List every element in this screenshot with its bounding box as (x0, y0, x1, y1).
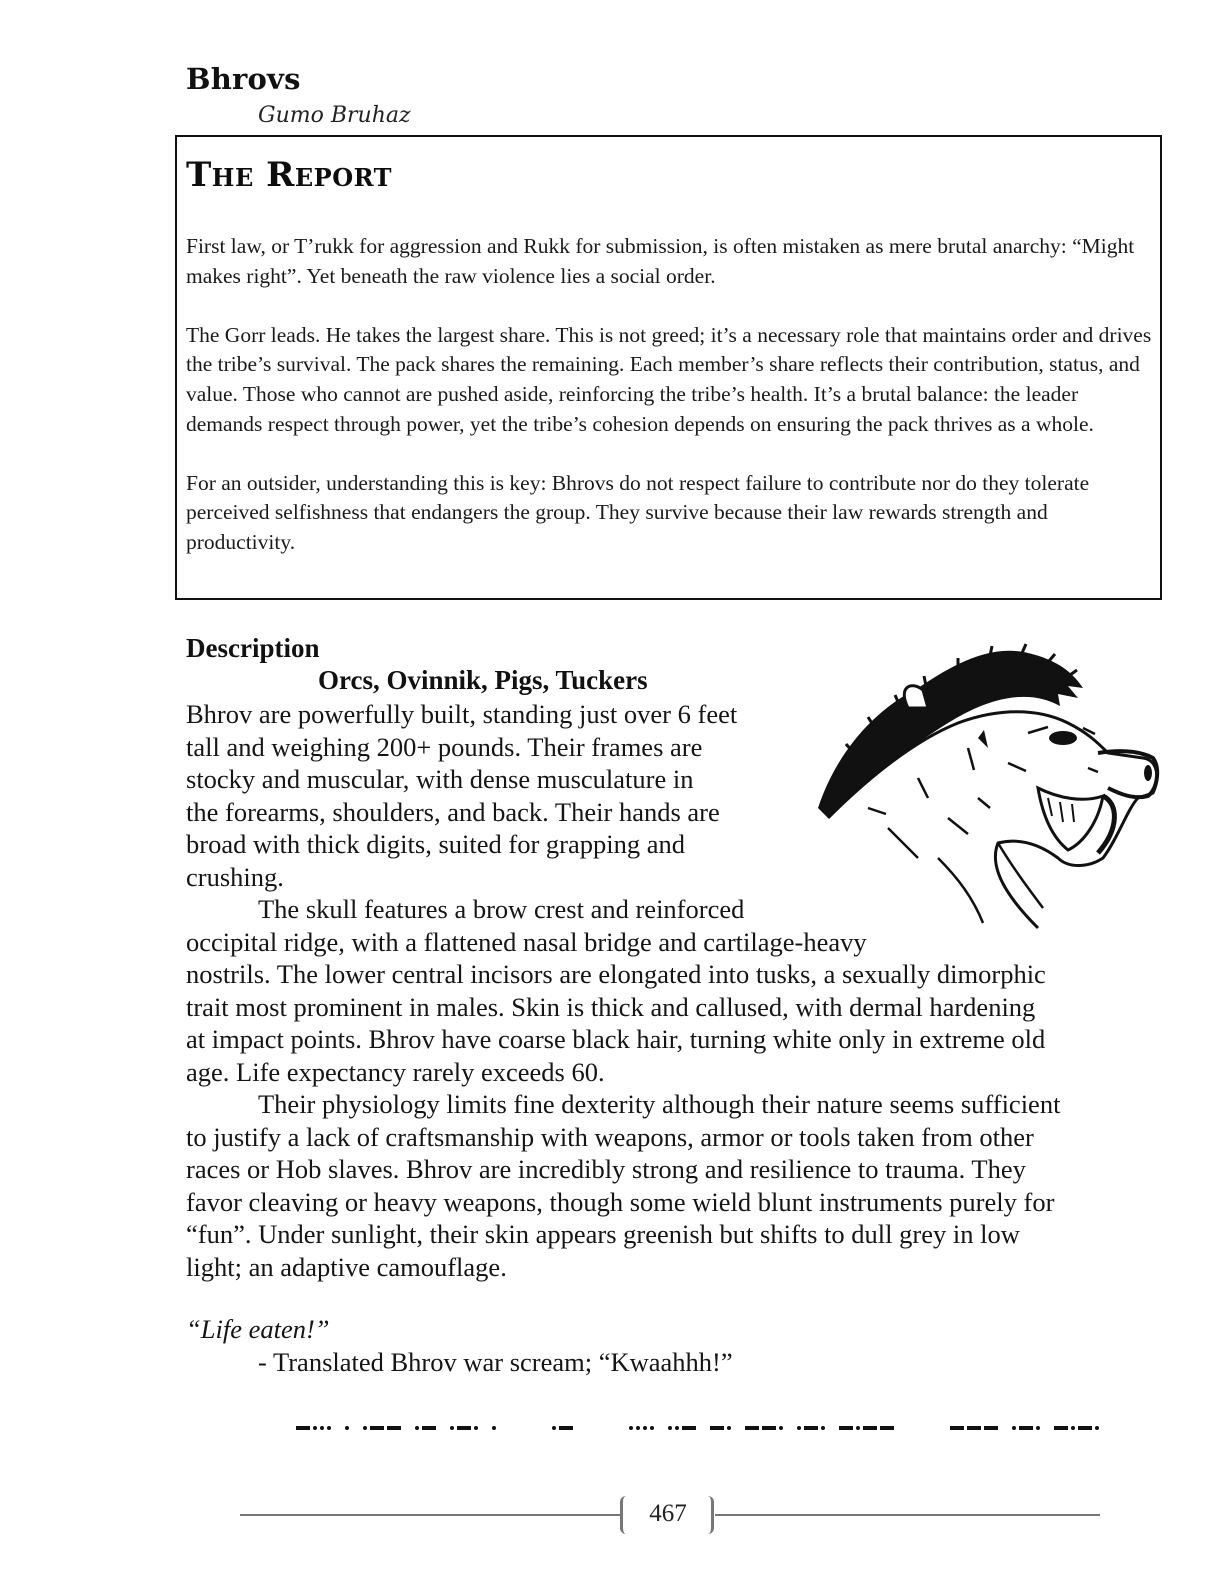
morse-dash (710, 1426, 724, 1430)
morse-letter (668, 1426, 699, 1430)
morse-dot (492, 1426, 496, 1430)
morse-dot (779, 1426, 783, 1430)
morse-dot (474, 1426, 478, 1430)
morse-dot (1012, 1426, 1016, 1430)
morse-dot (313, 1426, 317, 1430)
morse-letter (745, 1426, 786, 1430)
morse-dot (552, 1426, 556, 1430)
morse-letter (950, 1426, 1001, 1430)
quote-attribution: - Translated Bhrov war scream; “Kwaahhh!” (258, 1347, 733, 1377)
morse-dash (1054, 1426, 1068, 1430)
description-line: nostrils. The lower central incisors are elongated into tusks, a sexually dimorphic (186, 959, 1046, 989)
morse-dash (1019, 1426, 1033, 1430)
description-line: The skull features a brow crest and reinforced (258, 894, 745, 924)
page-number: 467 (649, 1500, 687, 1527)
morse-dash (370, 1426, 384, 1430)
report-paragraph: The Gorr leads. He takes the largest share. This is not greed; it’s a necessary role that maintains order and drives the tribe’s survival. The pack shares the remaining. Each member’s share reflects their contribution, status, and value. Those who cannot are pushed aside, reinforcing the tribe’s health. It’s a brutal balance: the leader demands respect through power, yet the tribe’s cohesion depends on ensuring the pack thrives as a whole. (186, 322, 1152, 436)
morse-dot (643, 1426, 647, 1430)
morse-dot (327, 1426, 331, 1430)
morse-letter (450, 1426, 481, 1430)
morse-dash (422, 1426, 436, 1430)
morse-dot (415, 1426, 419, 1430)
morse-dot (345, 1426, 349, 1430)
morse-dot (450, 1426, 454, 1430)
morse-letter (296, 1426, 334, 1430)
description-heading: Description (186, 633, 320, 663)
morse-word (552, 1426, 587, 1430)
description-line: at impact points. Bhrov have coarse black hair, turning white only in extreme old (186, 1024, 1046, 1054)
description-line: favor cleaving or heavy weapons, though some wield blunt instruments purely for (186, 1186, 1055, 1217)
morse-letter (1012, 1426, 1043, 1430)
morse-dot (797, 1426, 801, 1430)
morse-letter (492, 1426, 499, 1430)
morse-dash (984, 1426, 998, 1430)
description-line: to justify a lack of craftsmanship with weapons, armor or tools taken from other (186, 1121, 1034, 1152)
morse-dash (387, 1426, 401, 1430)
morse-word (296, 1426, 510, 1430)
description-body (186, 698, 1156, 1283)
morse-dash (863, 1426, 877, 1430)
morse-dot (363, 1426, 367, 1430)
report-paragraph: For an outsider, understanding this is key: Bhrovs do not respect failure to contribute nor do they tolerate perceived selfishness that endangers the group. They survive because their law rewards strength and productivity. (186, 470, 1090, 554)
morse-letter (839, 1426, 897, 1430)
morse-dash (559, 1426, 573, 1430)
morse-letter (363, 1426, 404, 1430)
morse-letter (710, 1426, 734, 1430)
morse-dot (320, 1426, 324, 1430)
morse-code-line (296, 1421, 1155, 1435)
author-name: Gumo Bruhaz (258, 103, 411, 128)
morse-dot (727, 1426, 731, 1430)
description-line: the forearms, shoulders, and back. Their hands are (186, 796, 720, 827)
description-line: trait most prominent in males. Skin is thick and callused, with dermal hardening (186, 991, 1036, 1022)
morse-letter (415, 1426, 439, 1430)
description-line: tall and weighing 200+ pounds. Their frames are (186, 731, 703, 762)
morse-letter (552, 1426, 576, 1430)
report-box (175, 135, 1162, 600)
morse-dot (1036, 1426, 1040, 1430)
morse-dash (950, 1426, 964, 1430)
morse-dot (650, 1426, 654, 1430)
description-line: stocky and muscular, with dense musculature in (186, 764, 694, 794)
morse-dot (821, 1426, 825, 1430)
morse-word (950, 1426, 1113, 1430)
morse-dash (745, 1426, 759, 1430)
description-line: Bhrov are powerfully built, standing just over 6 feet (186, 699, 738, 729)
description-subheading: Orcs, Ovinnik, Pigs, Tuckers (318, 665, 648, 695)
morse-dot (668, 1426, 672, 1430)
morse-dash (839, 1426, 853, 1430)
page-number-bracket-right (706, 1496, 714, 1534)
morse-dot (1071, 1426, 1075, 1430)
morse-dot (636, 1426, 640, 1430)
morse-word (629, 1426, 908, 1430)
description-line: Their physiology limits fine dexterity although their nature seems sufficient (258, 1089, 1061, 1119)
description-line: crushing. (186, 861, 284, 892)
morse-letter (629, 1426, 657, 1430)
war-scream-quote: “Life eaten!” (186, 1314, 330, 1344)
morse-dot (675, 1426, 679, 1430)
description-line: occipital ridge, with a flattened nasal bridge and cartilage-heavy (186, 926, 867, 957)
morse-letter (1054, 1426, 1102, 1430)
morse-dash (762, 1426, 776, 1430)
description-line: races or Hob slaves. Bhrov are incredibly strong and resilience to trauma. They (186, 1154, 1026, 1184)
morse-letter (797, 1426, 828, 1430)
description-line: age. Life expectancy rarely exceeds 60. (186, 1056, 605, 1087)
morse-dash (804, 1426, 818, 1430)
report-paragraph: First law, or T’rukk for aggression and Rukk for submission, is often mistaken as mere brutal anarchy: “Might makes right”. Yet beneath the raw violence lies a social order. (186, 234, 1135, 288)
morse-dot (1095, 1426, 1099, 1430)
page-number-bracket-left (620, 1496, 628, 1534)
description-line: broad with thick digits, suited for grapping and (186, 829, 685, 859)
description-line: “fun”. Under sunlight, their skin appears greenish but shifts to dull grey in low (186, 1219, 1020, 1249)
page-title: Bhrovs (186, 62, 301, 96)
footer-rule-right (715, 1514, 1100, 1516)
morse-letter (345, 1426, 352, 1430)
footer-rule-left (240, 1514, 620, 1516)
morse-dash (967, 1426, 981, 1430)
morse-dash (880, 1426, 894, 1430)
morse-dash (1078, 1426, 1092, 1430)
morse-dash (682, 1426, 696, 1430)
morse-dot (856, 1426, 860, 1430)
morse-dash (457, 1426, 471, 1430)
report-heading: The Report (186, 155, 392, 195)
morse-dash (296, 1426, 310, 1430)
description-line: light; an adaptive camouflage. (186, 1251, 507, 1282)
report-body (186, 232, 1156, 587)
morse-dot (629, 1426, 633, 1430)
